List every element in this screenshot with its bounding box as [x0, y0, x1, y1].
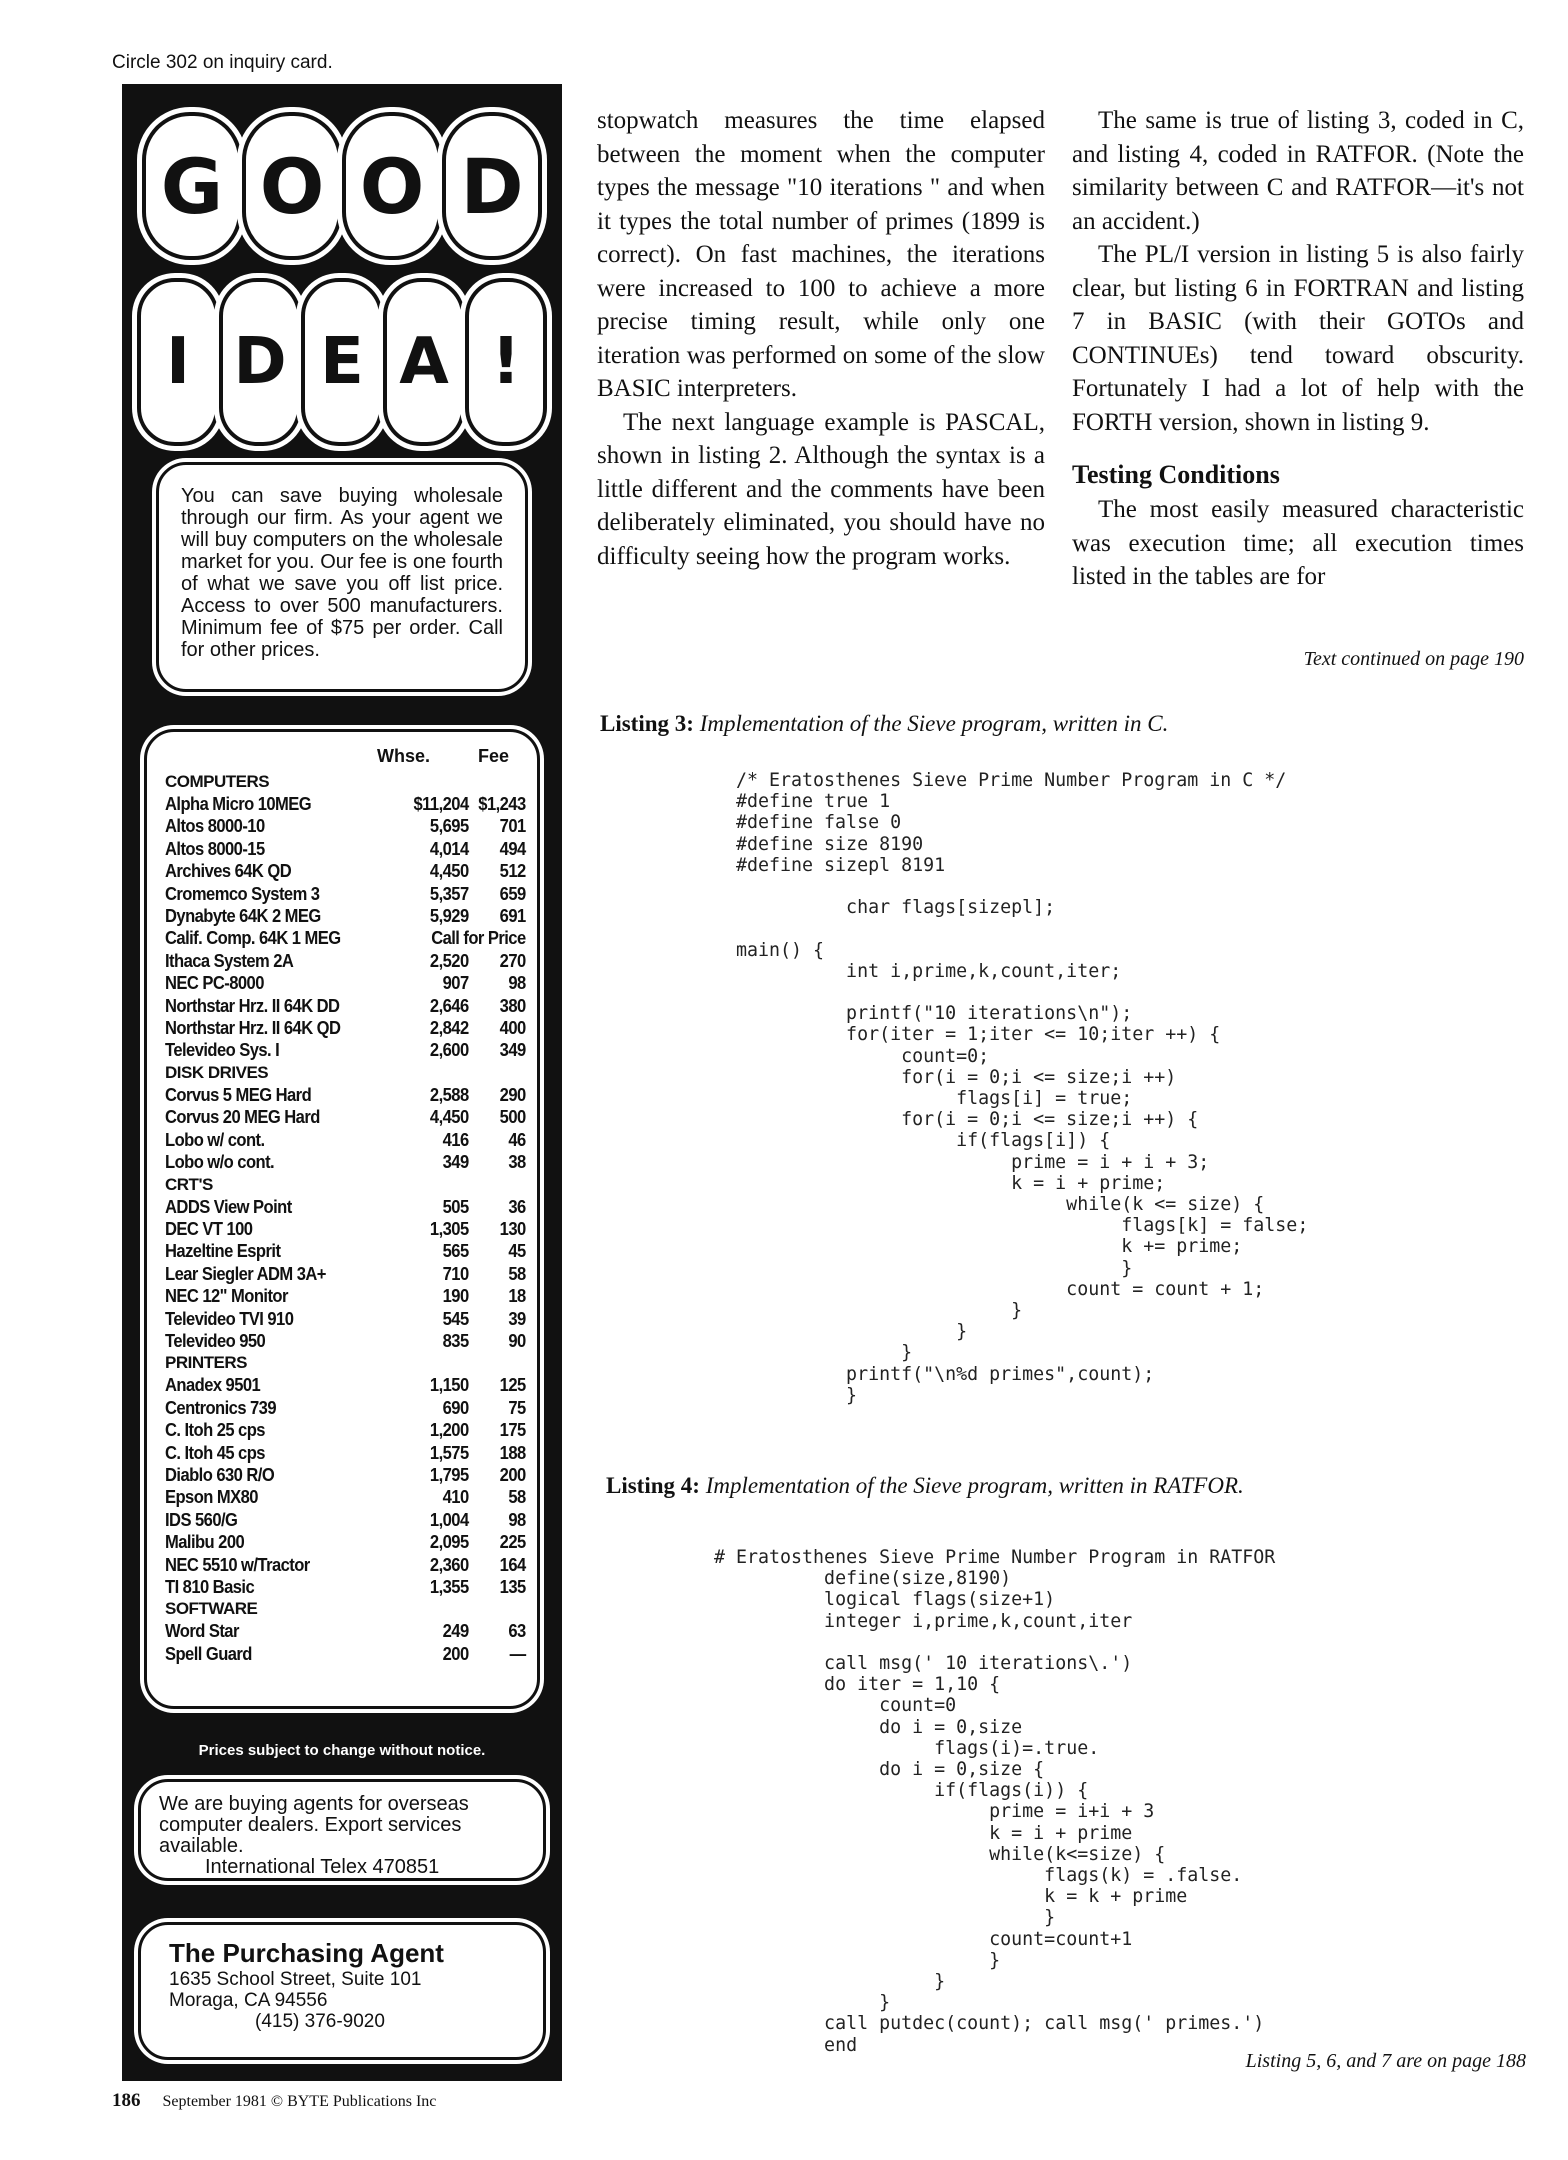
- price-row: [165, 905, 526, 927]
- continued-note: Text continued on page 190: [1303, 648, 1524, 670]
- wholesale-price: 2,588: [429, 1084, 469, 1105]
- product-name: Archives 64K QD: [165, 861, 292, 882]
- headline-letter: I: [141, 282, 215, 442]
- wholesale-price: 2,842: [429, 1018, 469, 1039]
- wholesale-price: 1,200: [429, 1420, 469, 1441]
- wholesale-price: 249: [442, 1621, 469, 1642]
- price-row: [165, 1442, 526, 1464]
- listing-3-title: Implementation of the Sieve program, written in C.: [699, 711, 1169, 736]
- agent-fee: 38: [508, 1152, 526, 1173]
- price-row: [165, 1240, 526, 1262]
- wholesale-price: 5,357: [429, 883, 469, 904]
- headline-letter: E: [305, 282, 379, 442]
- wholesale-price: 1,795: [429, 1464, 469, 1485]
- wholesale-price: 190: [442, 1286, 469, 1307]
- wholesale-price: 1,150: [429, 1375, 469, 1396]
- price-row: [165, 927, 526, 949]
- agent-fee: 691: [499, 906, 526, 927]
- product-name: Lobo w/o cont.: [165, 1152, 275, 1173]
- price-row: [165, 995, 526, 1017]
- wholesale-price: 565: [442, 1241, 469, 1262]
- product-name: Lear Siegler ADM 3A+: [165, 1263, 326, 1284]
- agent-fee: 125: [499, 1375, 526, 1396]
- product-name: TI 810 Basic: [165, 1577, 255, 1597]
- price-row: [165, 950, 526, 972]
- wholesale-price: 4,450: [429, 1107, 469, 1128]
- price-row: [165, 1330, 526, 1352]
- wholesale-price: 4,450: [429, 861, 469, 882]
- wholesale-price: 505: [442, 1196, 469, 1217]
- wholesale-price: 349: [442, 1152, 469, 1173]
- wholesale-price: 2,360: [429, 1554, 469, 1575]
- agent-fee: 175: [499, 1420, 526, 1441]
- product-name: Dynabyte 64K 2 MEG: [165, 906, 321, 927]
- agent-fee: 349: [499, 1040, 526, 1061]
- wholesale-price: 410: [442, 1487, 469, 1508]
- price-row: [165, 1106, 526, 1128]
- listing-4-caption: [606, 1473, 1244, 1499]
- wholesale-price: 2,600: [429, 1040, 469, 1061]
- headline-letter: D: [223, 282, 297, 442]
- product-name: Epson MX80: [165, 1487, 258, 1508]
- product-name: Northstar Hrz. II 64K DD: [165, 995, 340, 1016]
- wholesale-price: 200: [442, 1643, 469, 1664]
- article-paragraph: The PL/I version in listing 5 is also fairly clear, but listing 6 in FORTRAN and listing 7 in BASIC (with their GOTOs and CONTINUEs) tend toward obscurity. Fortunately I had a lot of help with the FORTH version, shown in listing 9.: [1072, 241, 1524, 436]
- price-row: [165, 1285, 526, 1307]
- wholesale-price: 907: [442, 973, 469, 994]
- product-name: IDS 560/G: [165, 1509, 238, 1530]
- product-name: Malibu 200: [165, 1532, 245, 1553]
- wholesale-price: 416: [442, 1129, 469, 1150]
- agent-fee: 58: [508, 1263, 526, 1284]
- product-name: Ithaca System 2A: [165, 950, 294, 971]
- article-column-1: [597, 104, 1045, 573]
- price-list: [165, 771, 526, 1665]
- wholesale-price: 1,355: [429, 1577, 469, 1597]
- wholesale-price: 1,575: [429, 1442, 469, 1463]
- agent-fee: 75: [508, 1397, 526, 1418]
- headline-letter: !: [469, 282, 543, 442]
- page-number: 186: [112, 2090, 141, 2111]
- price-row: [165, 1129, 526, 1151]
- agent-fee: 494: [499, 838, 526, 859]
- product-name: NEC 5510 w/Tractor: [165, 1554, 310, 1575]
- wholesale-price: 5,929: [429, 906, 469, 927]
- agent-fee: 270: [499, 950, 526, 971]
- headline-letter: O: [246, 116, 338, 256]
- listing-3-caption: [600, 711, 1168, 737]
- product-name: Anadex 9501: [165, 1375, 261, 1396]
- price-row: [165, 1218, 526, 1240]
- price-row: [165, 815, 526, 837]
- price-row: [165, 1151, 526, 1173]
- company-name: The Purchasing Agent: [169, 1938, 444, 1968]
- company-street: 1635 School Street, Suite 101: [169, 1969, 422, 1990]
- price-row: [165, 1620, 526, 1642]
- product-name: Hazeltine Esprit: [165, 1241, 281, 1262]
- price-category: COMPUTERS: [165, 772, 270, 791]
- product-name: NEC PC-8000: [165, 973, 264, 994]
- product-name: Televideo 950: [165, 1330, 266, 1351]
- wholesale-price: 1,305: [429, 1218, 469, 1239]
- price-row: [165, 1017, 526, 1039]
- product-name: Altos 8000-10: [165, 816, 265, 837]
- listing-4-label: Listing 4:: [606, 1473, 700, 1498]
- product-name: Alpha Micro 10MEG: [165, 794, 312, 814]
- price-row: [165, 1554, 526, 1576]
- telex-number: International Telex 470851: [205, 1856, 440, 1878]
- article-paragraph: The most easily measured characteristic was execution time; all execution times listed in the tables are for: [1072, 496, 1524, 590]
- headline-good: [122, 106, 562, 266]
- price-row: [165, 1643, 526, 1665]
- product-name: Word Star: [165, 1621, 239, 1642]
- agent-fee: 380: [499, 995, 526, 1016]
- price-row: [165, 1576, 526, 1598]
- wholesale-price: Call for Price: [431, 928, 526, 949]
- agent-fee: —: [509, 1643, 526, 1664]
- ad-pitch-text: You can save buying wholesale through our firm. As your agent we will buy computers on the wholesale market for you. Our fee is one fourth of what we save you off list price. Access to over 500 manufacturers. Minimum fee of $75 per order. Call for other prices.: [181, 485, 503, 661]
- price-category: PRINTERS: [165, 1353, 247, 1373]
- page-footer: [112, 2090, 436, 2112]
- product-name: Corvus 5 MEG Hard: [165, 1084, 312, 1105]
- listing-4-title: Implementation of the Sieve program, written in RATFOR.: [705, 1473, 1244, 1498]
- price-row: [165, 1509, 526, 1531]
- wholesale-price: 710: [442, 1263, 469, 1284]
- wholesale-price: 2,520: [429, 950, 469, 971]
- price-category: SOFTWARE: [165, 1599, 258, 1619]
- fee-column-header: Fee: [477, 746, 509, 766]
- wholesale-price: 1,004: [429, 1509, 469, 1530]
- product-name: NEC 12" Monitor: [165, 1286, 288, 1307]
- product-name: Altos 8000-15: [165, 838, 265, 859]
- price-row: [165, 1084, 526, 1106]
- wholesale-price: $11,204: [413, 794, 469, 814]
- product-name: Centronics 739: [165, 1397, 277, 1418]
- product-name: Calif. Comp. 64K 1 MEG: [165, 928, 341, 949]
- price-row: [165, 1374, 526, 1396]
- whse-column-header: Whse.: [377, 746, 431, 766]
- price-row: [165, 1196, 526, 1218]
- agent-fee: 200: [499, 1464, 526, 1485]
- agent-fee: 188: [499, 1442, 526, 1463]
- company-city: Moraga, CA 94556: [169, 1990, 328, 2011]
- agent-fee: 58: [508, 1487, 526, 1508]
- wholesale-price: 2,095: [429, 1532, 469, 1553]
- product-name: Televideo TVI 910: [165, 1308, 294, 1329]
- agent-fee: 18: [508, 1286, 526, 1307]
- headline-letter: D: [446, 116, 538, 256]
- company-address-box: [138, 1922, 546, 2060]
- headline-letter: A: [387, 282, 461, 442]
- agent-fee: 225: [499, 1532, 526, 1553]
- product-name: Diablo 630 R/O: [165, 1464, 275, 1485]
- headline-letter: O: [346, 116, 438, 256]
- wholesale-price: 835: [442, 1330, 469, 1351]
- agent-fee: 46: [508, 1129, 526, 1150]
- price-row: [165, 793, 526, 815]
- product-name: Spell Guard: [165, 1643, 252, 1664]
- ad-headline: [122, 106, 562, 486]
- inquiry-card-note: Circle 302 on inquiry card.: [112, 52, 333, 73]
- price-row: [165, 1531, 526, 1553]
- agent-fee: 63: [508, 1621, 526, 1642]
- wholesale-price: 4,014: [429, 838, 469, 859]
- headline-letter: G: [146, 116, 238, 256]
- product-name: ADDS View Point: [165, 1196, 292, 1217]
- agent-fee: 45: [508, 1241, 526, 1262]
- product-name: C. Itoh 45 cps: [165, 1442, 265, 1463]
- agent-fee: 90: [508, 1330, 526, 1351]
- article-paragraph: The same is true of listing 3, coded in C, and listing 4, coded in RATFOR. (Note the similarity between C and RATFOR—it's not an accident.): [1072, 107, 1524, 235]
- wholesale-price: 545: [442, 1308, 469, 1329]
- price-row: [165, 883, 526, 905]
- article-column-2: [1072, 104, 1524, 594]
- agent-fee: 98: [508, 973, 526, 994]
- price-category: CRT'S: [165, 1174, 213, 1194]
- publication-line: September 1981 © BYTE Publications Inc: [162, 2093, 437, 2110]
- agent-fee: 701: [499, 816, 526, 837]
- product-name: C. Itoh 25 cps: [165, 1420, 265, 1441]
- product-name: Cromemco System 3: [165, 883, 320, 904]
- price-list-box: [144, 729, 540, 1709]
- price-row: [165, 1486, 526, 1508]
- listings-page-note: Listing 5, 6, and 7 are on page 188: [1245, 2050, 1526, 2072]
- price-row: [165, 1039, 526, 1061]
- price-row: [165, 1397, 526, 1419]
- wholesale-price: 690: [442, 1397, 469, 1418]
- price-row: [165, 860, 526, 882]
- section-heading: Testing Conditions: [1072, 460, 1280, 489]
- headline-idea: [122, 266, 562, 458]
- product-name: Lobo w/ cont.: [165, 1129, 265, 1150]
- price-row: [165, 1419, 526, 1441]
- article-paragraph: The next language example is PASCAL, shown in listing 2. Although the syntax is a little different and the comments have been deliberately eliminated, you should have no difficulty seeing how the program works.: [597, 408, 1045, 570]
- agent-fee: 659: [499, 883, 526, 904]
- agent-fee: 512: [499, 861, 526, 882]
- agent-fee: 39: [508, 1308, 526, 1329]
- agent-fee: 135: [499, 1577, 526, 1597]
- buying-agents-text: We are buying agents for overseas computer dealers. Export services available.: [159, 1793, 469, 1857]
- agent-fee: 98: [508, 1509, 526, 1530]
- price-row: [165, 1464, 526, 1486]
- listing-4-code: # Eratosthenes Sieve Prime Number Program in RATFOR define(size,8190) logical flags(size+1) integer i,prime,k,count,iter call msg(' 10 iterations\.') do iter = 1,10 { count=0 do i = 0,size flags(i)=.true. do i = 0,size { if(flags(i)) { prime = i+i + 3 k = i + prime while(k<=size) { flags(k) = .false. k = k + prime } count=count+1 } } } call putdec(count); call msg(' primes.') end: [714, 1547, 1276, 2056]
- company-phone: (415) 376-9020: [255, 2011, 385, 2032]
- buying-agents-box: [138, 1779, 546, 1881]
- agent-fee: 400: [499, 1018, 526, 1039]
- price-row: [165, 838, 526, 860]
- article-paragraph: stopwatch measures the time elapsed between the moment when the computer types the message "10 iterations " and when it types the total number of primes (1899 is correct). On fast machines, the iterations were increased to 100 to achieve a more precise timing result, while only one iteration was performed on some of the slow BASIC interpreters.: [597, 107, 1045, 402]
- price-row: [165, 1263, 526, 1285]
- agent-fee: 36: [508, 1196, 526, 1217]
- agent-fee: 500: [499, 1107, 526, 1128]
- listing-3-code: /* Eratosthenes Sieve Prime Number Program in C */ #define true 1 #define false 0 #define size 8190 #define sizepl 8191 char flags[sizepl]; main() { int i,prime,k,count,iter; printf("10 iterations\n"); for(iter = 1;iter <= 10;iter ++) { count=0; for(i = 0;i <= size;i ++) flags[i] = true; for(i = 0;i <= size;i ++) { if(flags[i]) { prime = i + i + 3; k = i + prime; while(k <= size) { flags[k] = false; k += prime; } count = count + 1; } } } printf("\n%d primes",count); }: [736, 770, 1309, 1406]
- agent-fee: 290: [499, 1084, 526, 1105]
- wholesale-price: 2,646: [429, 995, 469, 1016]
- advertisement: [122, 84, 562, 2081]
- agent-fee: 130: [499, 1218, 526, 1239]
- product-name: DEC VT 100: [165, 1218, 253, 1239]
- price-row: [165, 972, 526, 994]
- price-list-header: [165, 746, 519, 767]
- price-notice: Prices subject to change without notice.: [198, 1742, 486, 1759]
- product-name: Televideo Sys. I: [165, 1040, 280, 1061]
- ad-pitch-box: [156, 462, 528, 692]
- listing-3-label: Listing 3:: [600, 711, 694, 736]
- agent-fee: $1,243: [478, 794, 526, 814]
- agent-fee: 164: [499, 1554, 526, 1575]
- wholesale-price: 5,695: [429, 816, 469, 837]
- price-category: DISK DRIVES: [165, 1062, 269, 1082]
- product-name: Corvus 20 MEG Hard: [165, 1107, 320, 1128]
- product-name: Northstar Hrz. II 64K QD: [165, 1018, 341, 1039]
- price-row: [165, 1308, 526, 1330]
